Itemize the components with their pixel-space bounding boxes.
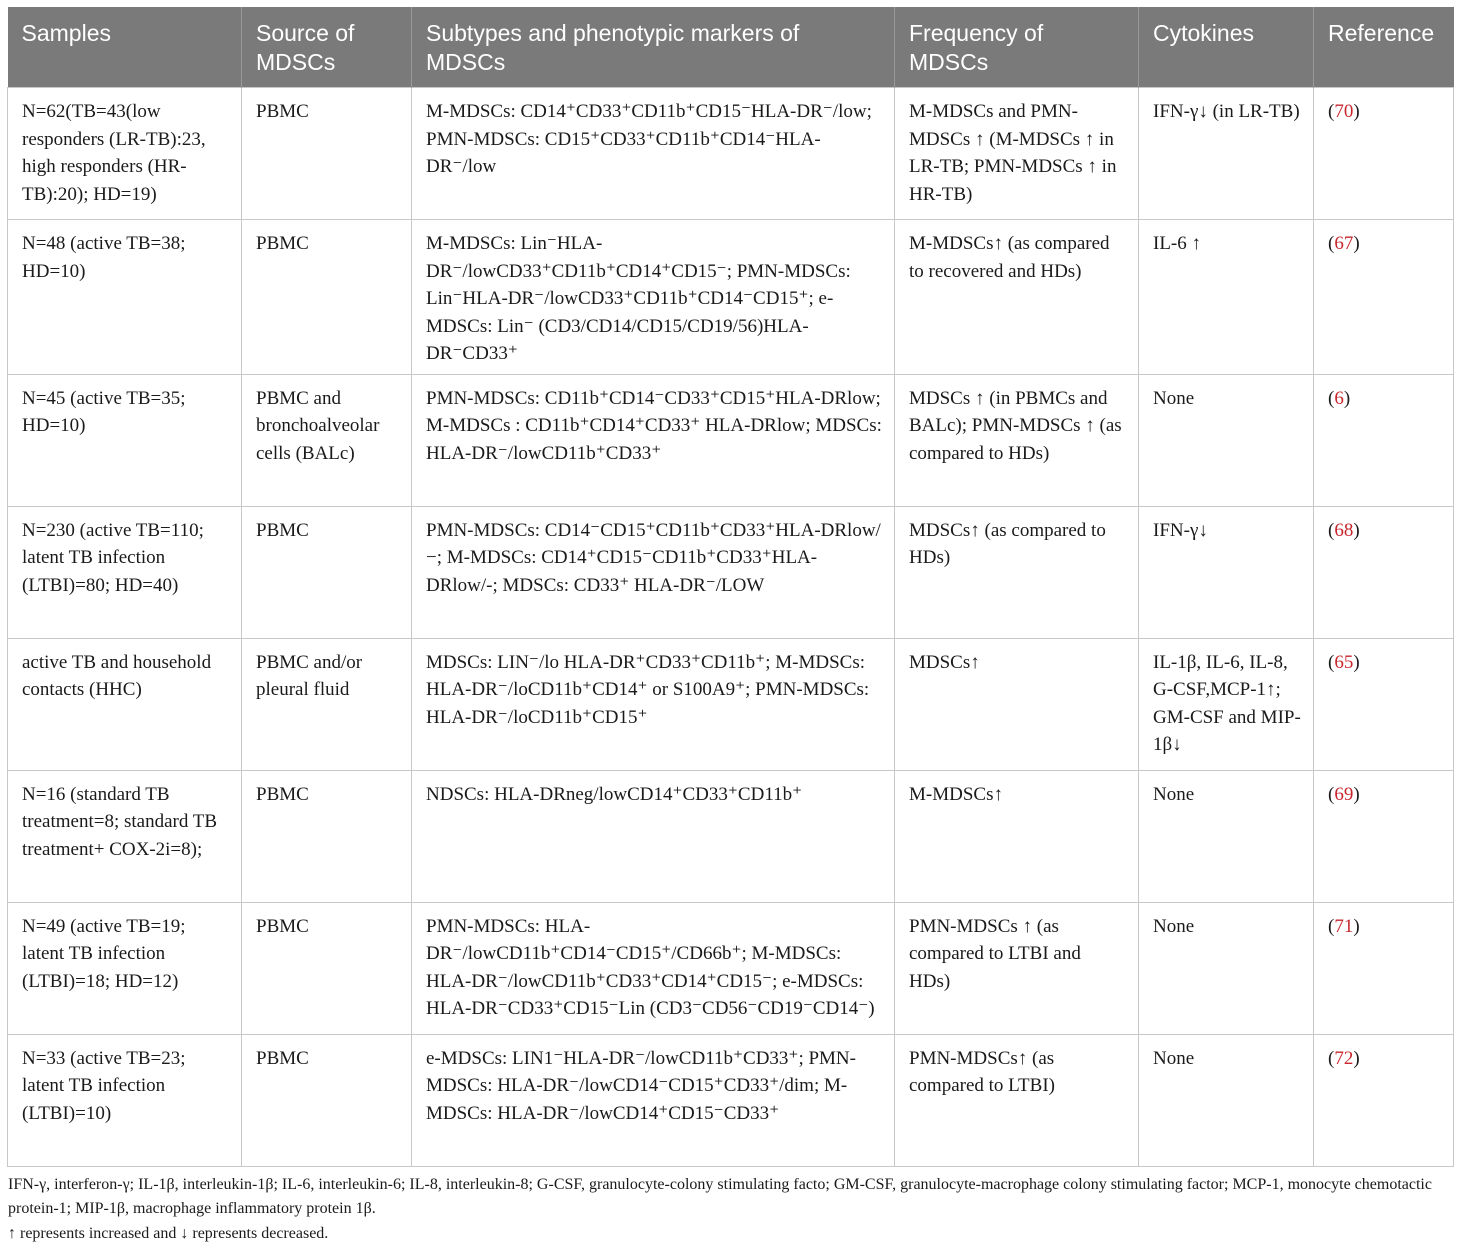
cell-reference: (71)	[1314, 902, 1454, 1034]
cell-frequency: MDSCs↑	[895, 638, 1139, 770]
header-cytokines: Cytokines	[1139, 7, 1314, 88]
reference-link[interactable]: 65	[1334, 652, 1353, 673]
cell-source: PBMC and bronchoalveolar cells (BALc)	[242, 374, 412, 506]
cell-reference: (6)	[1314, 374, 1454, 506]
cell-frequency: PMN-MDSCs ↑ (as compared to LTBI and HDs)	[895, 902, 1139, 1034]
reference-link[interactable]: 71	[1334, 916, 1353, 937]
cell-samples: N=230 (active TB=110; latent TB infection (LTBI)=80; HD=40)	[8, 506, 242, 638]
cell-source: PBMC	[242, 1034, 412, 1166]
cell-markers: MDSCs: LIN⁻/lo HLA-DR⁺CD33⁺CD11b⁺; M-MDSCs: HLA-DR⁻/loCD11b⁺CD14⁺ or S100A9⁺; PMN-MDSCs: HLA-DR⁻/loCD11b⁺CD15⁺	[412, 638, 895, 770]
header-frequency: Frequency of MDSCs	[895, 7, 1139, 88]
table-row	[8, 220, 1454, 375]
cell-reference: (69)	[1314, 770, 1454, 902]
cell-samples: active TB and household contacts (HHC)	[8, 638, 242, 770]
cell-samples: N=45 (active TB=35; HD=10)	[8, 374, 242, 506]
cell-reference: (65)	[1314, 638, 1454, 770]
reference-link[interactable]: 70	[1334, 101, 1353, 122]
cell-cytokines: None	[1139, 374, 1314, 506]
cell-cytokines: IL-6 ↑	[1139, 220, 1314, 375]
cell-markers: e-MDSCs: LIN1⁻HLA-DR⁻/lowCD11b⁺CD33⁺; PMN-MDSCs: HLA-DR⁻/lowCD14⁻CD15⁺CD33⁺/dim; M-MDSCs: HLA-DR⁻/lowCD14⁺CD15⁻CD33⁺	[412, 1034, 895, 1166]
cell-frequency: M-MDSCs and PMN-MDSCs ↑ (M-MDSCs ↑ in LR-TB; PMN-MDSCs ↑ in HR-TB)	[895, 88, 1139, 220]
mdsc-table	[7, 7, 1454, 1167]
cell-source: PBMC	[242, 902, 412, 1034]
cell-samples: N=62(TB=43(low responders (LR-TB):23, high responders (HR-TB):20); HD=19)	[8, 88, 242, 220]
cell-reference: (72)	[1314, 1034, 1454, 1166]
cell-markers: M-MDSCs: CD14⁺CD33⁺CD11b⁺CD15⁻HLA-DR⁻/low; PMN-MDSCs: CD15⁺CD33⁺CD11b⁺CD14⁻HLA-DR⁻/low	[412, 88, 895, 220]
cell-samples: N=49 (active TB=19; latent TB infection (LTBI)=18; HD=12)	[8, 902, 242, 1034]
reference-link[interactable]: 67	[1334, 233, 1353, 254]
table-row	[8, 902, 1454, 1034]
table-row	[8, 374, 1454, 506]
cell-markers: M-MDSCs: Lin⁻HLA-DR⁻/lowCD33⁺CD11b⁺CD14⁺CD15⁻; PMN-MDSCs: Lin⁻HLA-DR⁻/lowCD33⁺CD11b⁺CD14⁻CD15⁺; e-MDSCs: Lin⁻ (CD3/CD14/CD15/CD19/56)HLA-DR⁻CD33⁺	[412, 220, 895, 375]
cell-reference: (67)	[1314, 220, 1454, 375]
cell-cytokines: IL-1β, IL-6, IL-8, G-CSF,MCP-1↑; GM-CSF and MIP-1β↓	[1139, 638, 1314, 770]
table-row	[8, 506, 1454, 638]
cell-source: PBMC	[242, 506, 412, 638]
cell-cytokines: IFN-γ↓ (in LR-TB)	[1139, 88, 1314, 220]
reference-link[interactable]: 68	[1334, 520, 1353, 541]
arrow-legend-footnote: ↑ represents increased and ↓ represents decreased.	[8, 1222, 1453, 1246]
cell-source: PBMC and/or pleural fluid	[242, 638, 412, 770]
cell-cytokines: IFN-γ↓	[1139, 506, 1314, 638]
cell-markers: PMN-MDSCs: HLA-DR⁻/lowCD11b⁺CD14⁻CD15⁺/CD66b⁺; M-MDSCs: HLA-DR⁻/lowCD11b⁺CD33⁺CD14⁺CD15⁻; e-MDSCs: HLA-DR⁻CD33⁺CD15⁻Lin (CD3⁻CD56⁻CD19⁻CD14⁻)	[412, 902, 895, 1034]
cell-samples: N=48 (active TB=38; HD=10)	[8, 220, 242, 375]
cell-cytokines: None	[1139, 1034, 1314, 1166]
cell-frequency: PMN-MDSCs↑ (as compared to LTBI)	[895, 1034, 1139, 1166]
cell-cytokines: None	[1139, 770, 1314, 902]
cell-markers: PMN-MDSCs: CD11b⁺CD14⁻CD33⁺CD15⁺HLA-DRlow; M-MDSCs : CD11b⁺CD14⁺CD33⁺ HLA-DRlow; MDSCs: HLA-DR⁻/lowCD11b⁺CD33⁺	[412, 374, 895, 506]
reference-link[interactable]: 69	[1334, 784, 1353, 805]
header-reference: Reference	[1314, 7, 1454, 88]
cell-source: PBMC	[242, 770, 412, 902]
table-row	[8, 770, 1454, 902]
cell-frequency: M-MDSCs↑	[895, 770, 1139, 902]
cell-source: PBMC	[242, 88, 412, 220]
cell-cytokines: None	[1139, 902, 1314, 1034]
abbreviation-footnote: IFN-γ, interferon-γ; IL-1β, interleukin-1β; IL-6, interleukin-6; IL-8, interleukin-8; G-CSF, granulocyte-colony stimulating facto; GM-CSF, granulocyte-macrophage colony stimulating factor; MCP-1, monocyte chemotactic protein-1; MIP-1β, macrophage inflammatory protein 1β.	[8, 1173, 1453, 1222]
cell-reference: (70)	[1314, 88, 1454, 220]
cell-frequency: M-MDSCs↑ (as compared to recovered and HDs)	[895, 220, 1139, 375]
cell-markers: PMN-MDSCs: CD14⁻CD15⁺CD11b⁺CD33⁺HLA-DRlow/−; M-MDSCs: CD14⁺CD15⁻CD11b⁺CD33⁺HLA-DRlow/-; MDSCs: CD33⁺ HLA-DR⁻/LOW	[412, 506, 895, 638]
cell-samples: N=16 (standard TB treatment=8; standard TB treatment+ COX-2i=8);	[8, 770, 242, 902]
table-page	[7, 7, 1453, 1246]
cell-frequency: MDSCs ↑ (in PBMCs and BALc); PMN-MDSCs ↑ (as compared to HDs)	[895, 374, 1139, 506]
table-row	[8, 638, 1454, 770]
reference-link[interactable]: 72	[1334, 1048, 1353, 1069]
table-row	[8, 88, 1454, 220]
header-source: Source of MDSCs	[242, 7, 412, 88]
cell-frequency: MDSCs↑ (as compared to HDs)	[895, 506, 1139, 638]
cell-reference: (68)	[1314, 506, 1454, 638]
table-header-row	[8, 7, 1454, 88]
table-footnotes	[7, 1173, 1453, 1246]
cell-samples: N=33 (active TB=23; latent TB infection (LTBI)=10)	[8, 1034, 242, 1166]
table-row	[8, 1034, 1454, 1166]
cell-source: PBMC	[242, 220, 412, 375]
cell-markers: NDSCs: HLA-DRneg/lowCD14⁺CD33⁺CD11b⁺	[412, 770, 895, 902]
header-samples: Samples	[8, 7, 242, 88]
header-markers: Subtypes and phenotypic markers of MDSCs	[412, 7, 895, 88]
reference-link[interactable]: 6	[1334, 388, 1344, 409]
